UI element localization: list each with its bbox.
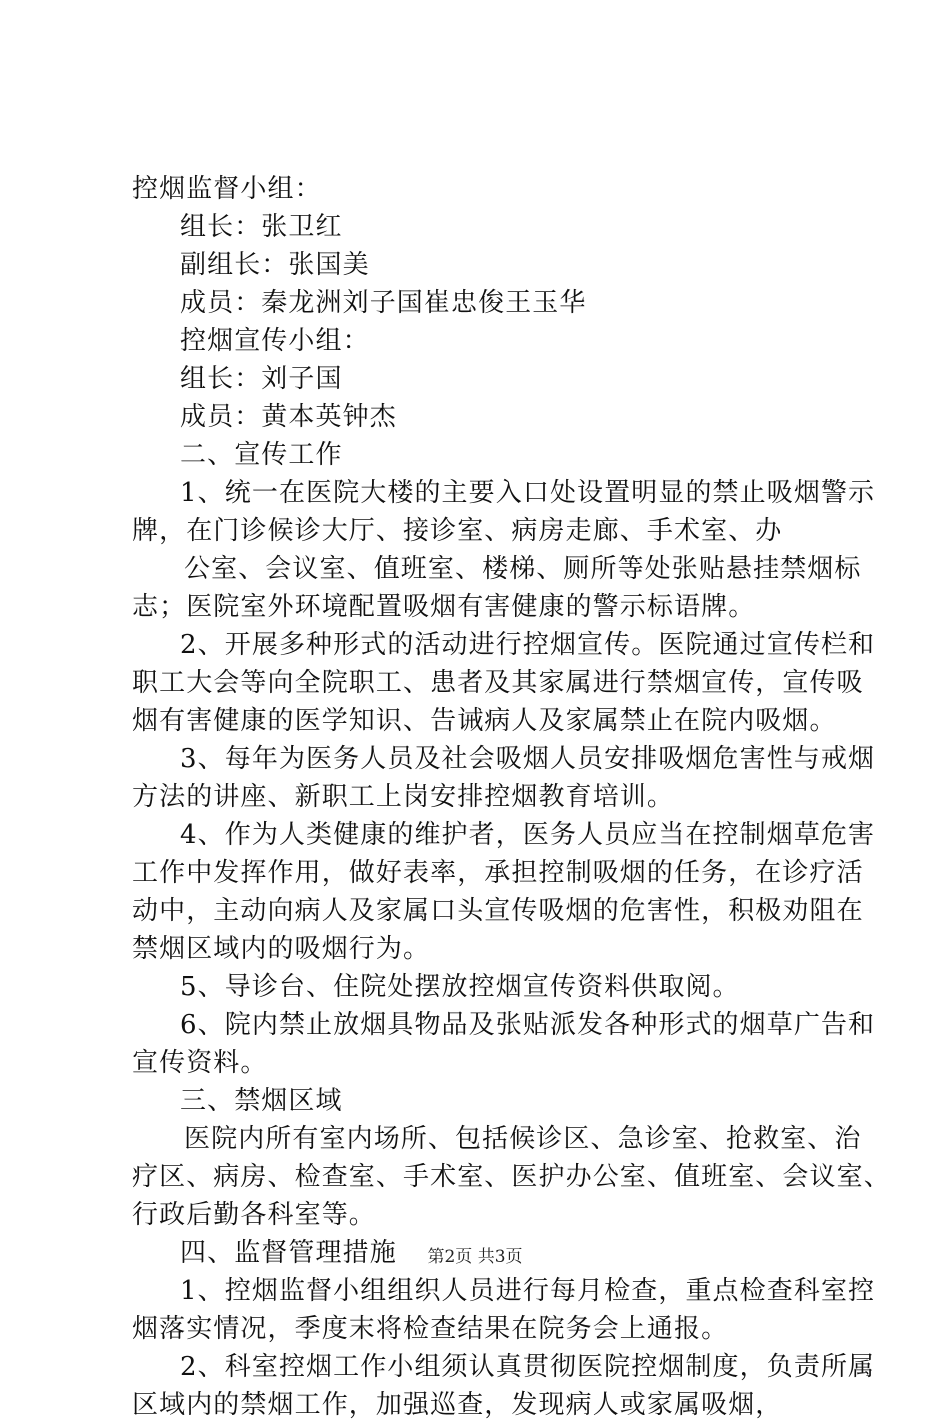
text-line: 工作中发挥作用，做好表率，承担控制吸烟的任务，在诊疗活 — [132, 858, 864, 888]
section-heading: 三、禁烟区域 — [180, 1086, 343, 1116]
text-line: 禁烟区域内的吸烟行为。 — [132, 934, 431, 964]
text-line: 2、开展多种形式的活动进行控烟宣传。医院通过宣传栏和 — [180, 630, 876, 660]
text-line: 副组长：张国美 — [180, 250, 370, 280]
text-line: 烟落实情况，季度末将检查结果在院务会上通报。 — [132, 1314, 729, 1344]
text-line: 职工大会等向全院职工、患者及其家属进行禁烟宣传，宣传吸 — [132, 668, 864, 698]
text-line: 成员：秦龙洲刘子国崔忠俊王玉华 — [180, 288, 587, 318]
text-line: 控烟宣传小组： — [180, 326, 370, 356]
text-line: 区域内的禁烟工作，加强巡查，发现病人或家属吸烟， — [132, 1390, 783, 1420]
section-heading: 二、宣传工作 — [180, 440, 343, 470]
text-line: 牌，在门诊候诊大厅、接诊室、病房走廊、手术室、办 — [132, 516, 783, 546]
text-line: 控烟监督小组： — [132, 174, 322, 204]
document-body — [132, 170, 891, 1424]
text-line: 组长：张卫红 — [180, 212, 343, 242]
text-line: 动中，主动向病人及家属口头宣传吸烟的危害性，积极劝阻在 — [132, 896, 864, 926]
text-line: 宣传资料。 — [132, 1048, 268, 1078]
text-line: 6、院内禁止放烟具物品及张贴派发各种形式的烟草广告和 — [180, 1010, 876, 1040]
text-line: 方法的讲座、新职工上岗安排控烟教育培训。 — [132, 782, 675, 812]
text-line: 疗区、病房、检查室、手术室、医护办公室、值班室、会议室、 — [132, 1162, 891, 1192]
section-heading: 四、监督管理措施 — [180, 1238, 397, 1268]
text-line: 公室、会议室、值班室、楼梯、厕所等处张贴悬挂禁烟标 — [184, 554, 862, 584]
text-line: 行政后勤各科室等。 — [132, 1200, 376, 1230]
text-line: 5、导诊台、住院处摆放控烟宣传资料供取阅。 — [180, 972, 740, 1002]
text-line: 3、每年为医务人员及社会吸烟人员安排吸烟危害性与戒烟 — [180, 744, 876, 774]
text-line: 成员：黄本英钟杰 — [180, 402, 397, 432]
text-line: 1、统一在医院大楼的主要入口处设置明显的禁止吸烟警示 — [180, 478, 876, 508]
text-line: 2、科室控烟工作小组须认真贯彻医院控烟制度，负责所属 — [180, 1352, 876, 1382]
text-line: 4、作为人类健康的维护者，医务人员应当在控制烟草危害 — [180, 820, 876, 850]
text-line: 1、控烟监督小组组织人员进行每月检查，重点检查科室控 — [180, 1276, 876, 1306]
text-line: 医院内所有室内场所、包括候诊区、急诊室、抢救室、治 — [184, 1124, 862, 1154]
text-line: 烟有害健康的医学知识、告诫病人及家属禁止在院内吸烟。 — [132, 706, 837, 736]
page-number-footer: 第2页 共3页 — [427, 1247, 523, 1267]
text-line: 志；医院室外环境配置吸烟有害健康的警示标语牌。 — [132, 592, 756, 622]
text-line: 组长：刘子国 — [180, 364, 343, 394]
